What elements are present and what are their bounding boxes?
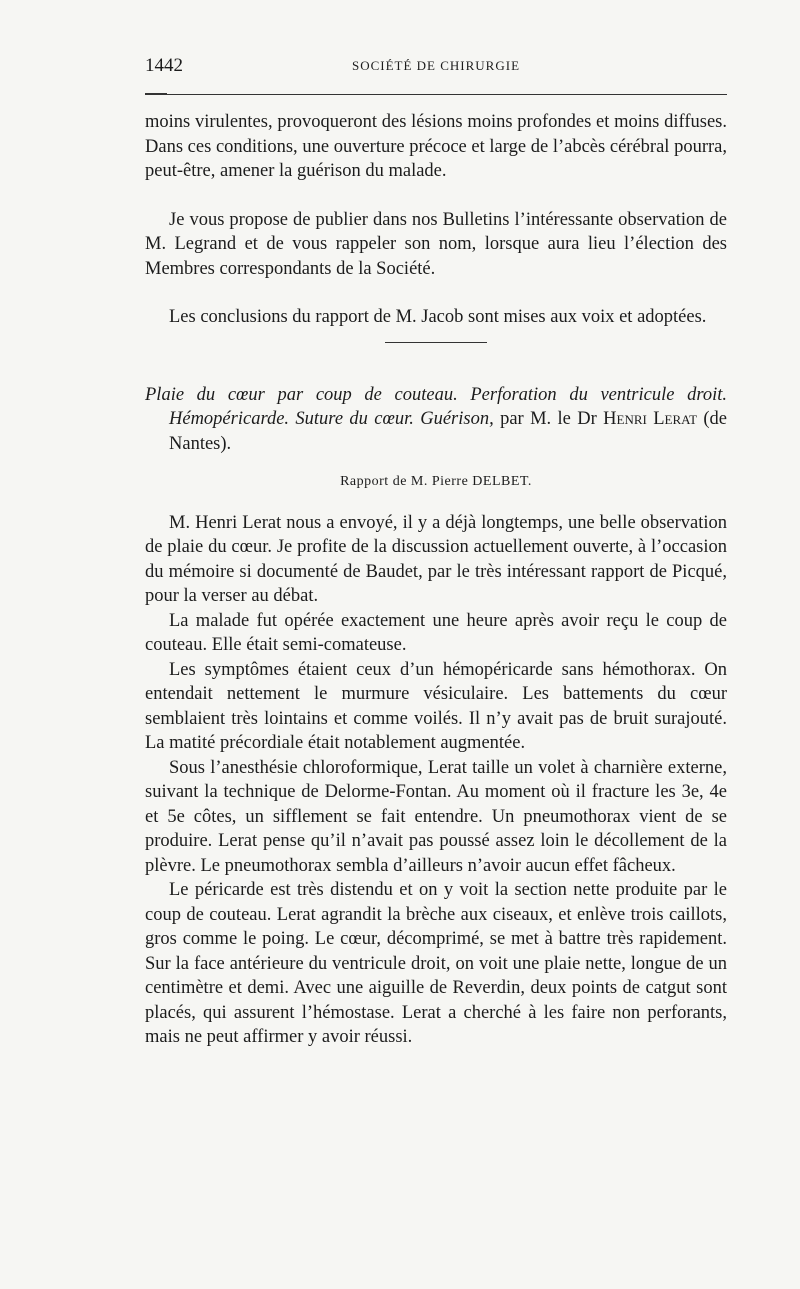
report-paragraph-3: Les symptômes étaient ceux d’un hémopéricarde sans hémothorax. On entendait nettement le murmure vésiculaire. Les battements du cœur semblaient très lointains et comme voilés. Il n’y avait pas de bruit surajouté. La matité précordiale était notablement augmentée.	[145, 659, 727, 753]
report-paragraph-2: La malade fut opérée exactement une heure après avoir reçu le coup de couteau. Elle était semi-comateuse.	[145, 610, 727, 655]
running-head: SOCIÉTÉ DE CHIRURGIE	[351, 58, 521, 73]
article-title	[145, 383, 727, 457]
report-paragraph-4: Sous l’anesthésie chloroformique, Lerat taille un volet à charnière externe, suivant la technique de Delorme-Fontan. Au moment où il fracture les 3e, 4e et 5e côtes, un sifflement se fait entendre. Un pneumothorax vient de se produire. Lerat pense qu’il n’avait pas poussé assez loin le décollement de la plèvre. Le pneumothorax sembla d’ailleurs n’avoir aucun effet fâcheux.	[145, 757, 727, 876]
page-body	[145, 110, 727, 1050]
report-paragraph-1: M. Henri Lerat nous a envoyé, il y a déjà longtemps, une belle observation de plaie du cœur. Je profite de la discussion actuellement ouverte, à l’occasion du mémoire si documenté de Baudet, par le très intéressant rapport de Picqué, pour la verser au débat.	[145, 512, 727, 606]
article-title-par: par M. le	[500, 409, 571, 429]
report-paragraph-5: Le péricarde est très distendu et on y voit la section nette produite par le coup de couteau. Lerat agrandit la brèche aux ciseaux, et enlève trois caillots, gros comme le poing. Le cœur, décomprimé, se met à battre très rapidement. Sur la face antérieure du ventricule droit, on voit une plaie nette, longue de un centimètre et demi. Avec une aiguille de Reverdin, deux points de catgut sont placés, qui assurent l’hémostase. Lerat a cherché à les faire non perforants, mais ne peut affirmer y avoir réussi.	[145, 880, 727, 1047]
page-number: 1442	[145, 55, 183, 76]
article-place: (de Nantes).	[169, 409, 728, 454]
article-title-italic: Plaie du cœur par coup de couteau. Perforation du ventricule droit. Hémopéricarde. Suture du cœur. Guérison,	[145, 384, 727, 429]
report-byline: Rapport de M. Pierre DELBET.	[340, 474, 532, 489]
header-rule	[145, 94, 727, 95]
article-author: Henri Lerat	[603, 409, 698, 429]
header-rule-accent	[145, 93, 167, 95]
section-divider	[385, 342, 487, 343]
article-title-dr: Dr	[577, 409, 597, 429]
page-header	[145, 55, 727, 79]
paragraph-conclusions: Les conclusions du rapport de M. Jacob sont mises aux voix et adoptées.	[169, 307, 707, 327]
paragraph-proposal: Je vous propose de publier dans nos Bulletins l’intéressante observation de M. Legrand et de vous rappeler son nom, lorsque aura lieu l’élection des Membres correspondants de la Société.	[145, 209, 727, 279]
paragraph-continuation: moins virulentes, provoqueront des lésions moins profondes et moins diffuses. Dans ces conditions, une ouverture précoce et large de l’abcès cérébral pourra, peut-être, amener la guérison du malade.	[145, 112, 727, 181]
